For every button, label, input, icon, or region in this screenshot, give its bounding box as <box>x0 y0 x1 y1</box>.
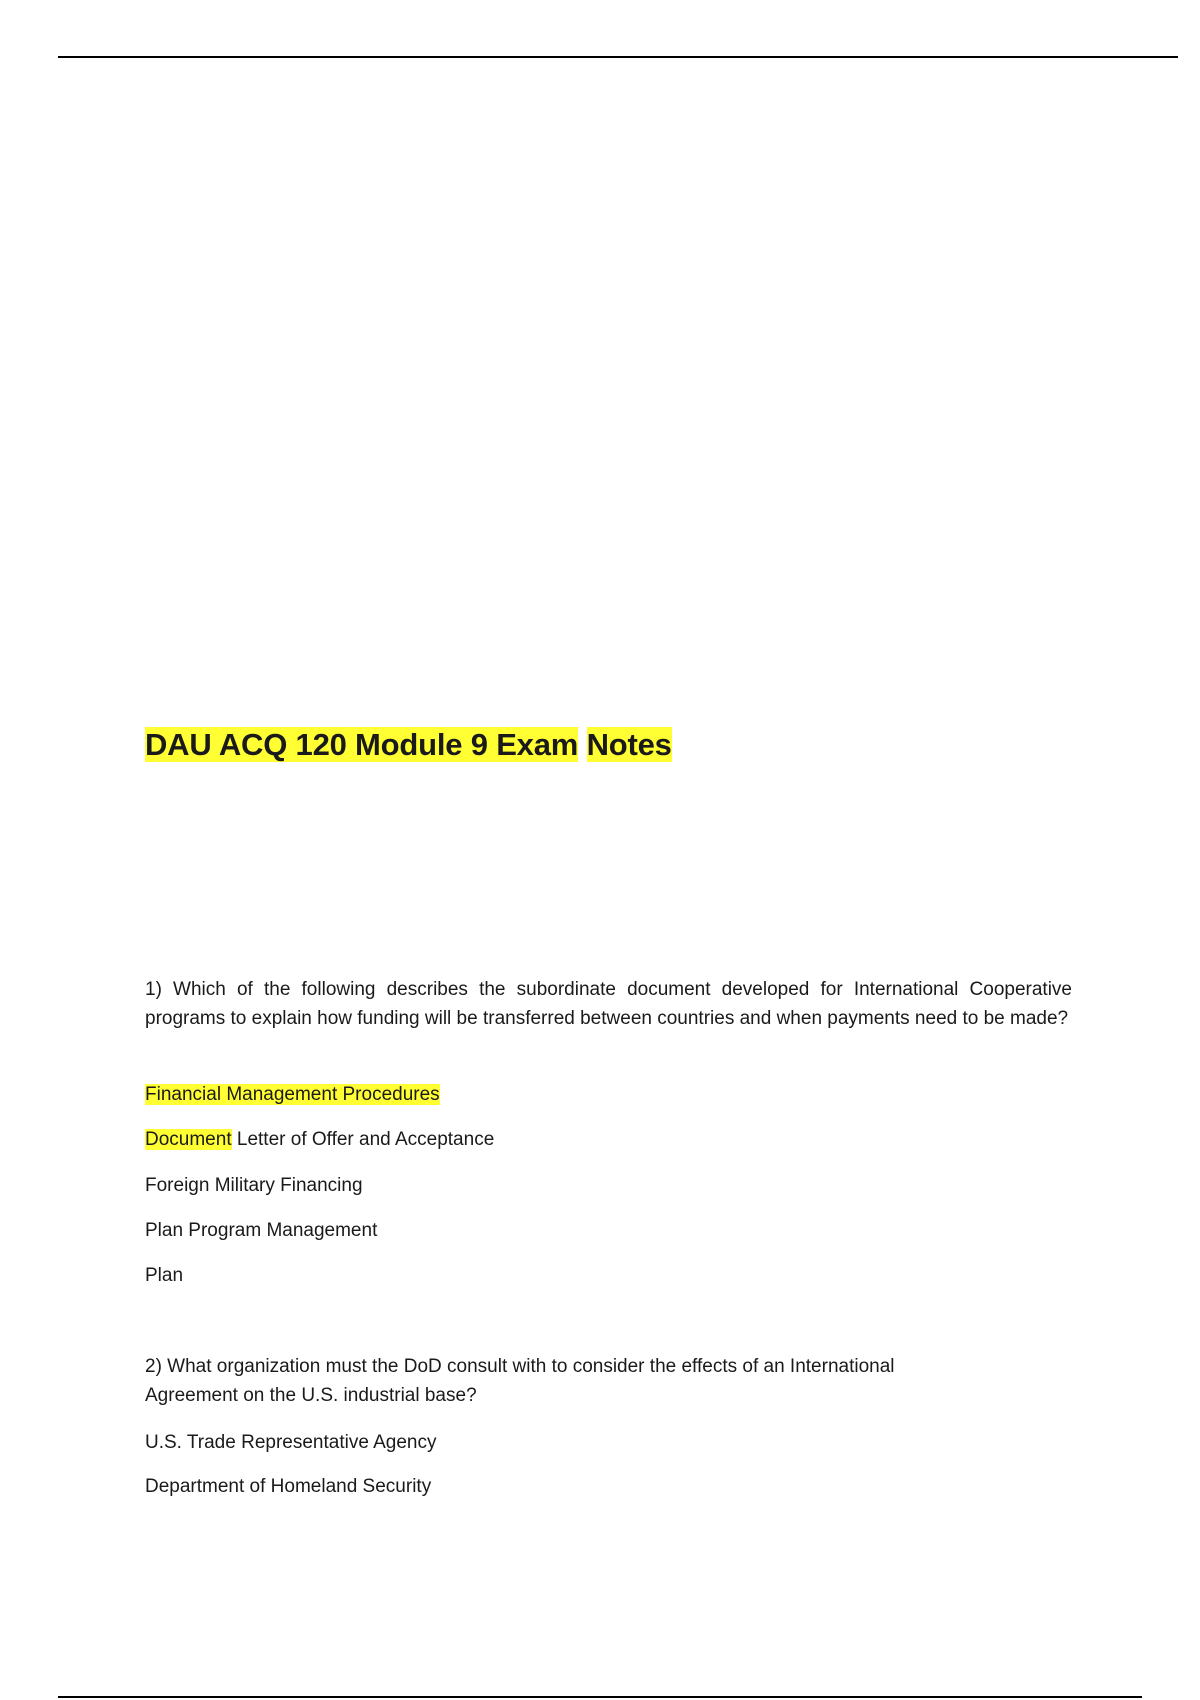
question-2-option-1: U.S. Trade Representative Agency <box>145 1432 437 1453</box>
option-text: Letter of Offer and Acceptance <box>231 1129 495 1150</box>
title-highlight-part1: DAU ACQ 120 Module 9 Exam <box>145 727 579 762</box>
question-1-option-4: Plan Program Management <box>145 1220 378 1241</box>
question-2-option-2: Department of Homeland Security <box>145 1476 432 1497</box>
question-1-option-2 <box>145 1127 494 1153</box>
question-1-text: 1) Which of the following describes the subordinate document developed for International Cooperative programs to explain how funding will be transferred between countries and when payments need to be made? <box>145 979 1072 1029</box>
question-2-text: 2) What organization must the DoD consult with to consider the effects of an International Agreement on the U.S. industrial base? <box>145 1356 895 1406</box>
answer-highlight-continued: Document <box>145 1129 232 1150</box>
title-highlight-part2: Notes <box>586 727 672 762</box>
answer-highlight: Financial Management Procedures <box>145 1084 440 1105</box>
bottom-rule <box>58 1696 1142 1698</box>
question-1-option-1 <box>145 1082 440 1108</box>
top-rule <box>58 56 1178 58</box>
question-1-option-3: Foreign Military Financing <box>145 1175 363 1196</box>
question-1-option-5: Plan <box>145 1265 184 1286</box>
document-title <box>145 724 672 766</box>
